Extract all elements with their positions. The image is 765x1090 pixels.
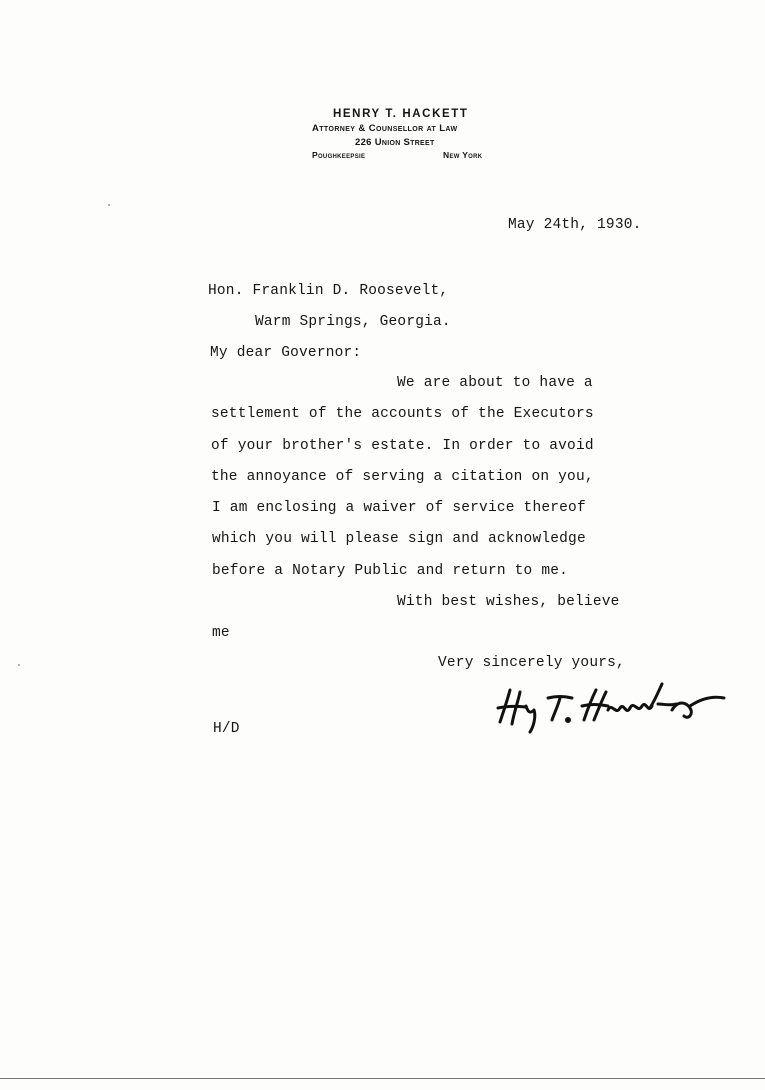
body-line: of your brother's estate. In order to avoid bbox=[211, 438, 594, 454]
body-line: I am enclosing a waiver of service thereof bbox=[212, 500, 586, 516]
letterhead-state: New York bbox=[443, 150, 483, 160]
body-line: With best wishes, believe bbox=[397, 594, 620, 610]
signature-image bbox=[490, 680, 730, 740]
body-line: me bbox=[212, 625, 230, 641]
salutation: My dear Governor: bbox=[210, 345, 362, 361]
paper-speck bbox=[108, 204, 110, 206]
letterhead-title: Attorney & Counsellor at Law bbox=[312, 123, 458, 134]
letterhead-street: 226 Union Street bbox=[355, 137, 435, 148]
body-line: which you will please sign and acknowledge bbox=[212, 531, 586, 547]
closing: Very sincerely yours, bbox=[438, 655, 625, 671]
letter-date: May 24th, 1930. bbox=[508, 217, 642, 233]
typist-initials: H/D bbox=[213, 721, 240, 737]
recipient-address: Warm Springs, Georgia. bbox=[255, 314, 451, 330]
recipient-name: Hon. Franklin D. Roosevelt, bbox=[208, 283, 449, 299]
letterhead-name: HENRY T. HACKETT bbox=[333, 108, 469, 120]
body-line: the annoyance of serving a citation on you, bbox=[211, 469, 594, 485]
body-line: We are about to have a bbox=[397, 375, 593, 391]
bottom-edge-line bbox=[0, 1078, 765, 1079]
paper-speck bbox=[18, 664, 20, 666]
body-line: settlement of the accounts of the Executors bbox=[211, 406, 594, 422]
body-line: before a Notary Public and return to me. bbox=[212, 563, 569, 579]
letterhead-city: Poughkeepsie bbox=[312, 150, 366, 160]
